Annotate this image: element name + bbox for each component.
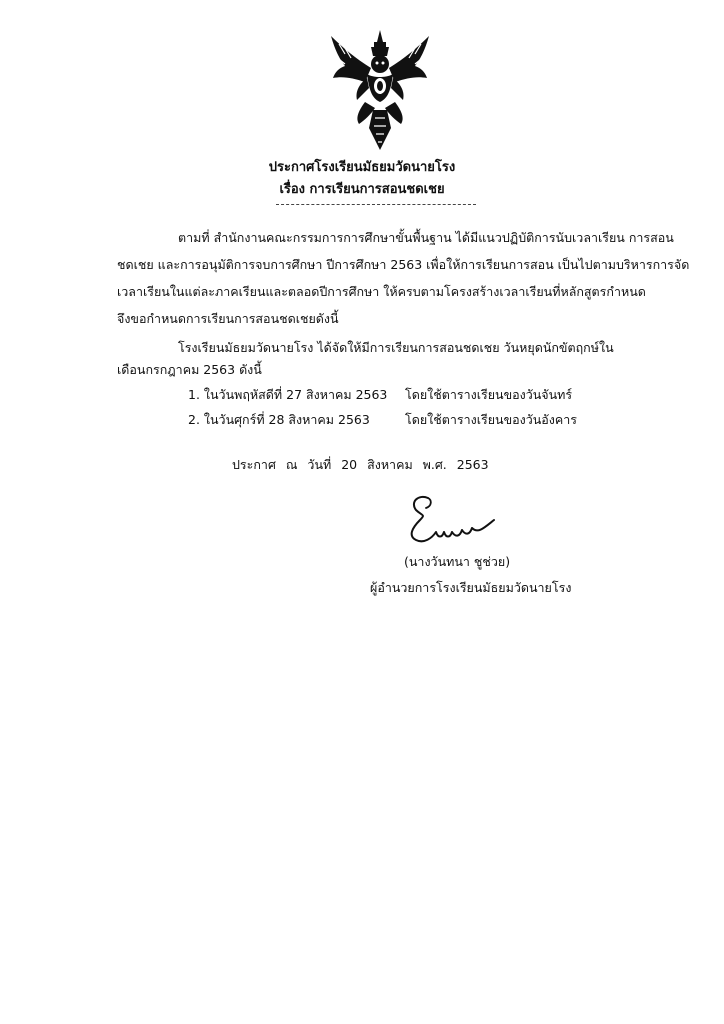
paragraph-line: เวลาเรียนในแต่ละภาคเรียนและตลอดปีการศึกษา ให้ครบตามโครงสร้างเวลาเรียนที่หลักสูตรกำหนด <box>117 284 646 299</box>
paragraph-line: ตามที่ สำนักงานคณะกรรมการการศึกษาขั้นพื้นฐาน ได้มีแนวปฏิบัติการนับเวลาเรียน การสอน <box>178 230 674 245</box>
list-item-schedule: โดยใช้ตารางเรียนของวันจันทร์ <box>405 387 573 402</box>
paragraph-line: เดือนกรกฎาคม 2563 ดังนี้ <box>117 362 262 377</box>
list-item-date: 2. ในวันศุกร์ที่ 28 สิงหาคม 2563 <box>188 412 370 427</box>
document-title: ประกาศโรงเรียนมัธยมวัดนายโรง <box>268 160 456 175</box>
document-subject: เรื่อง การเรียนการสอนชดเชย <box>279 182 445 197</box>
list-item-schedule: โดยใช้ตารางเรียนของวันอังคาร <box>405 412 577 427</box>
paragraph-line: ชดเชย และการอนุมัติการจบการศึกษา ปีการศึกษา 2563 เพื่อให้การเรียนการสอน เป็นไปตามบริหารการจัด <box>117 257 690 272</box>
handwritten-signature-icon <box>398 488 508 548</box>
paragraph-line: โรงเรียนมัธยมวัดนายโรง ได้จัดให้มีการเรียนการสอนชดเชย วันหยุดนักขัตฤกษ์ใน <box>178 340 614 355</box>
announcement-date: ประกาศ ณ วันที่ 20 สิงหาคม พ.ศ. 2563 <box>232 457 489 472</box>
paragraph-line: จึงขอกำหนดการเรียนการสอนชดเชยดังนี้ <box>117 311 339 326</box>
signer-position: ผู้อำนวยการโรงเรียนมัธยมวัดนายโรง <box>370 580 572 595</box>
title-divider <box>276 204 476 205</box>
garuda-emblem-icon <box>325 28 435 152</box>
list-item-date: 1. ในวันพฤหัสดีที่ 27 สิงหาคม 2563 <box>188 387 388 402</box>
signer-name: (นางวันทนา ชูช่วย) <box>404 554 511 569</box>
